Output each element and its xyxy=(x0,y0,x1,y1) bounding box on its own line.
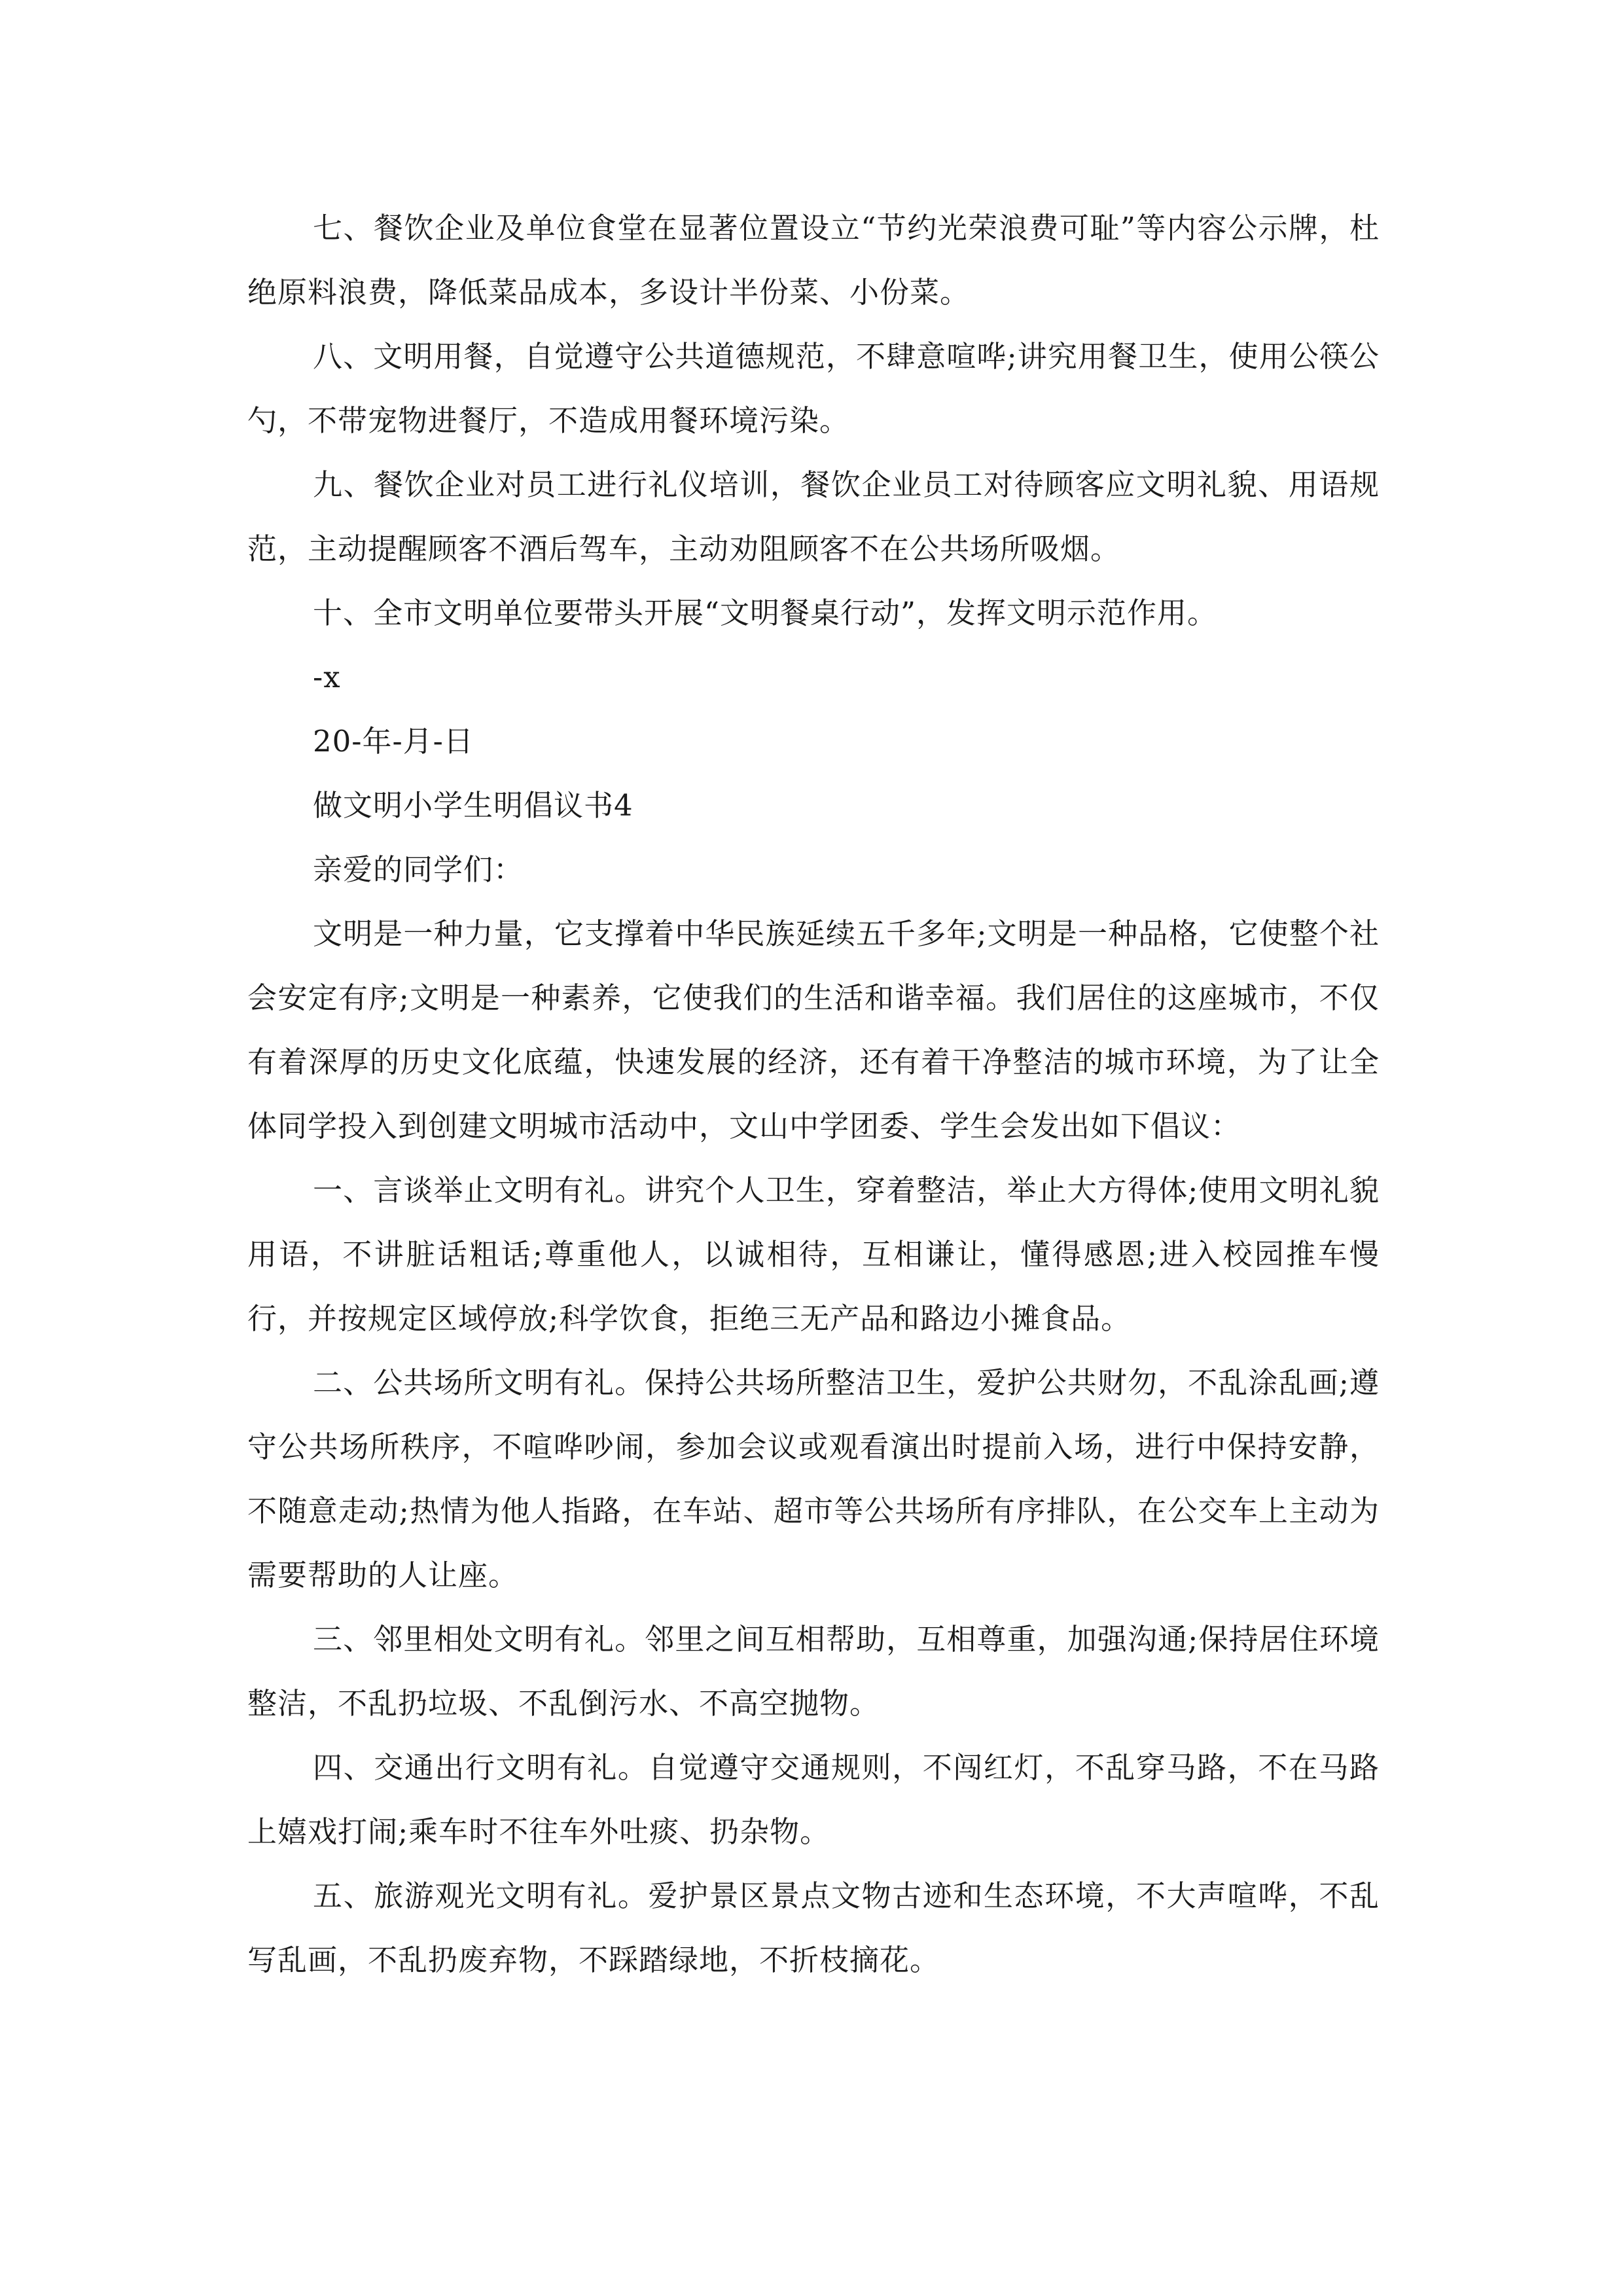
document-page xyxy=(247,196,1380,1992)
paragraph-item-10: 十、全市文明单位要带头开展“文明餐桌行动”，发挥文明示范作用。 xyxy=(313,596,1218,630)
paragraph-item-9: 九、餐饮企业对员工进行礼仪培训，餐饮企业员工对待顾客应文明礼貌、用语规范，主动提醒顾客不酒后驾车，主动劝阻顾客不在公共场所吸烟。 xyxy=(247,467,1380,566)
salutation: 亲爱的同学们： xyxy=(313,852,524,887)
proposal-item-5: 五、旅游观光文明有礼。爱护景区景点文物古迹和生态环境，不大声喧哗，不乱写乱画，不乱扔废弃物，不踩踏绿地，不折枝摘花。 xyxy=(247,1878,1380,1977)
proposal-item-4: 四、交通出行文明有礼。自觉遵守交通规则，不闯红灯，不乱穿马路，不在马路上嬉戏打闹;乘车时不往车外吐痰、扔杂物。 xyxy=(247,1750,1380,1849)
date-line: 20-年-月-日 xyxy=(313,724,474,759)
section-title: 做文明小学生明倡议书4 xyxy=(313,788,633,823)
proposal-item-2: 二、公共场所文明有礼。保持公共场所整洁卫生，爱护公共财勿，不乱涂乱画;遵守公共场所秩序，不喧哗吵闹，参加会议或观看演出时提前入场，进行中保持安静，不随意走动;热情为他人指路，在车站、超市等公共场所有序排队，在公交车上主动为需要帮助的人让座。 xyxy=(247,1365,1380,1592)
intro-paragraph: 文明是一种力量，它支撑着中华民族延续五千多年;文明是一种品格，它使整个社会安定有序;文明是一种素养，它使我们的生活和谐幸福。我们居住的这座城市，不仅有着深厚的历史文化底蕴，快速发展的经济，还有着干净整洁的城市环境，为了让全体同学投入到创建文明城市活动中，文山中学团委、学生会发出如下倡议： xyxy=(247,916,1380,1143)
signature-line: -x xyxy=(313,660,341,694)
paragraph-item-8: 八、文明用餐，自觉遵守公共道德规范，不肆意喧哗;讲究用餐卫生，使用公筷公勺，不带宠物进餐厅，不造成用餐环境污染。 xyxy=(247,339,1380,438)
proposal-item-1: 一、言谈举止文明有礼。讲究个人卫生，穿着整洁，举止大方得体;使用文明礼貌用语，不讲脏话粗话;尊重他人，以诚相待，互相谦让，懂得感恩;进入校园推车慢行，并按规定区域停放;科学饮食，拒绝三无产品和路边小摊食品。 xyxy=(247,1173,1380,1336)
paragraph-item-7: 七、餐饮企业及单位食堂在显著位置设立“节约光荣浪费可耻”等内容公示牌，杜绝原料浪费，降低菜品成本，多设计半份菜、小份菜。 xyxy=(247,211,1380,310)
proposal-item-3: 三、邻里相处文明有礼。邻里之间互相帮助，互相尊重，加强沟通;保持居住环境整洁，不乱扔垃圾、不乱倒污水、不高空抛物。 xyxy=(247,1622,1380,1721)
